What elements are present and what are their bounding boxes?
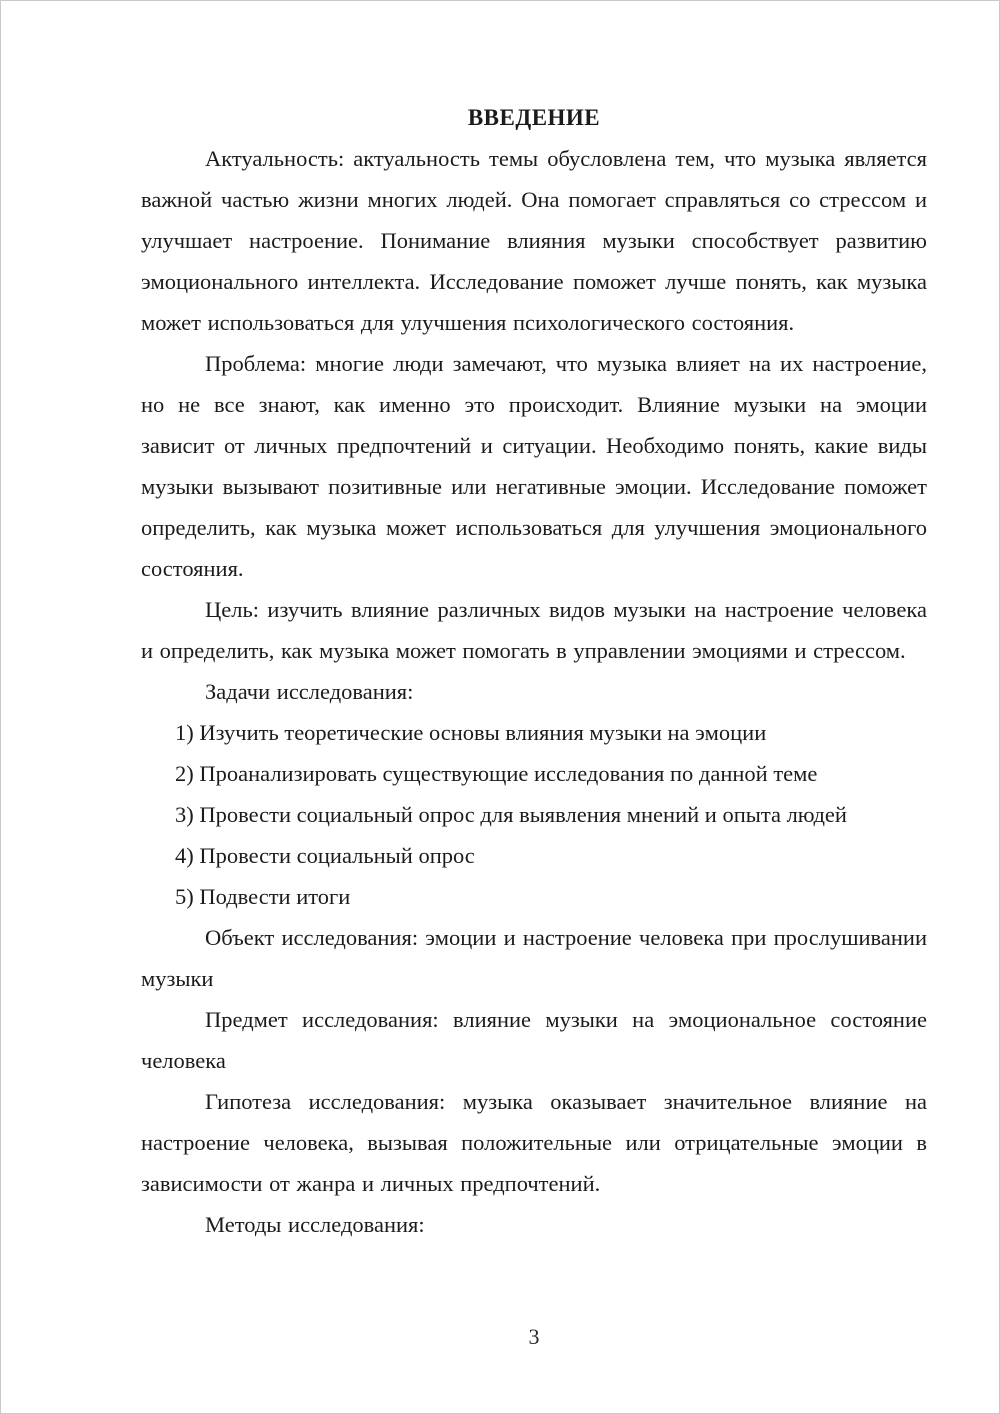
task-item-5: 5) Подвести итоги [175, 884, 351, 909]
paragraph-cel: Цель: изучить влияние различных видов музыки на настроение человека и определить, как музыка может помогать в управлении эмоциями и стрессом. [141, 597, 927, 663]
task-item-3: 3) Провести социальный опрос для выявления мнений и опыта людей [175, 802, 847, 827]
paragraph-aktualnost: Актуальность: актуальность темы обусловлена тем, что музыка является важной частью жизни многих людей. Она помогает справляться со стрессом и улучшает настроение. Понимание влияния музыки способствует развитию эмоционального интеллекта. Исследование поможет лучше понять, как музыка может использоваться для улучшения психологического состояния. [141, 146, 927, 335]
page-number: 3 [528, 1324, 540, 1349]
paragraph-metody: Методы исследования: [205, 1212, 425, 1237]
paragraph-predmet: Предмет исследования: влияние музыки на эмоциональное состояние человека [141, 1007, 927, 1073]
paragraph-zadachi-heading: Задачи исследования: [205, 679, 414, 704]
paragraph-obekt: Объект исследования: эмоции и настроение человека при прослушивании музыки [141, 925, 927, 991]
task-item-2: 2) Проанализировать существующие исследования по данной теме [175, 761, 818, 786]
task-item-1: 1) Изучить теоретические основы влияния музыки на эмоции [175, 720, 767, 745]
paragraph-gipoteza: Гипотеза исследования: музыка оказывает значительное влияние на настроение человека, вызывая положительные или отрицательные эмоции в зависимости от жанра и личных предпочтений. [141, 1089, 927, 1196]
page-title: ВВЕДЕНИЕ [467, 105, 601, 130]
task-item-4: 4) Провести социальный опрос [175, 843, 475, 868]
paragraph-problema: Проблема: многие люди замечают, что музыка влияет на их настроение, но не все знают, как именно это происходит. Влияние музыки на эмоции зависит от личных предпочтений и ситуации. Необходимо понять, какие виды музыки вызывают позитивные или негативные эмоции. Исследование поможет определить, как музыка может использоваться для улучшения эмоционального состояния. [141, 351, 927, 581]
